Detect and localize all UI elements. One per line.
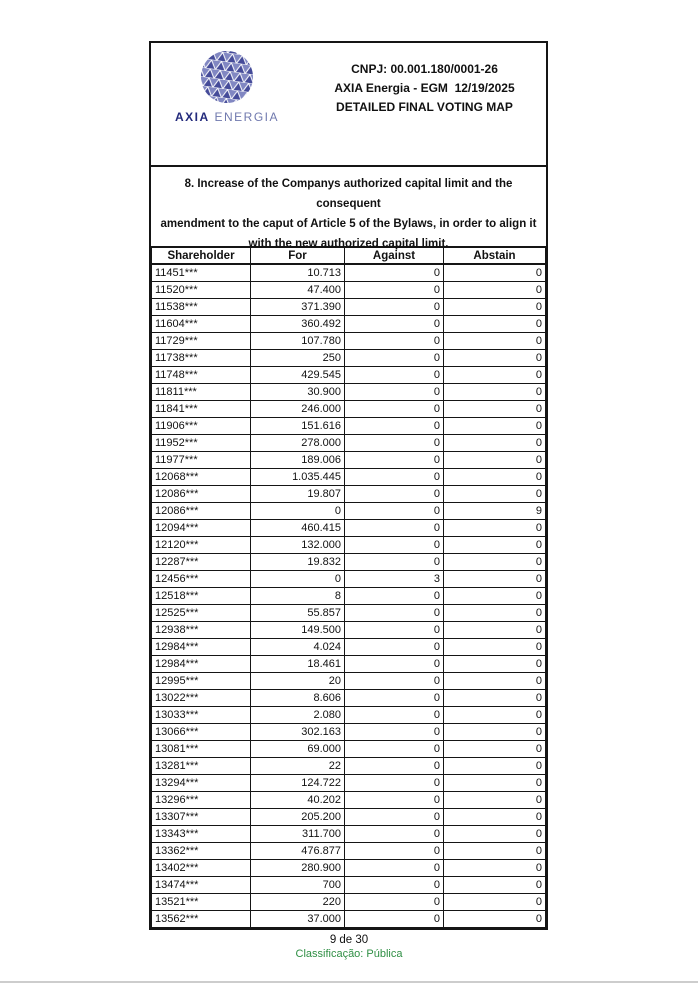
table-row	[152, 333, 546, 350]
document-header	[151, 43, 546, 167]
for-cell: 205.200	[251, 809, 345, 826]
against-cell: 0	[345, 911, 444, 928]
table-row	[152, 503, 546, 520]
for-cell: 8.606	[251, 690, 345, 707]
for-cell: 0	[251, 503, 345, 520]
shareholder-cell: 12995***	[152, 673, 251, 690]
against-cell: 0	[345, 877, 444, 894]
shareholder-cell: 11538***	[152, 299, 251, 316]
voting-table	[151, 246, 546, 928]
against-cell: 0	[345, 435, 444, 452]
for-cell: 460.415	[251, 520, 345, 537]
against-cell: 0	[345, 809, 444, 826]
bottom-divider	[0, 981, 698, 983]
against-cell: 0	[345, 264, 444, 282]
abstain-cell: 0	[444, 843, 546, 860]
table-row	[152, 809, 546, 826]
table-row	[152, 384, 546, 401]
classification-label: Classificação: Pública	[295, 948, 403, 960]
abstain-cell: 0	[444, 401, 546, 418]
shareholder-cell: 13081***	[152, 741, 251, 758]
table-row	[152, 350, 546, 367]
logo-brand-secondary: ENERGIA	[214, 110, 280, 124]
shareholder-cell: 12984***	[152, 639, 251, 656]
shareholder-cell: 13521***	[152, 894, 251, 911]
against-cell: 3	[345, 571, 444, 588]
abstain-cell: 0	[444, 656, 546, 673]
against-cell: 0	[345, 622, 444, 639]
abstain-cell: 0	[444, 333, 546, 350]
table-row	[152, 282, 546, 299]
against-cell: 0	[345, 384, 444, 401]
for-cell: 1.035.445	[251, 469, 345, 486]
abstain-cell: 0	[444, 350, 546, 367]
for-cell: 40.202	[251, 792, 345, 809]
abstain-cell: 0	[444, 435, 546, 452]
abstain-cell: 0	[444, 588, 546, 605]
title-line: AXIA Energia - EGM 12/19/2025	[334, 81, 515, 95]
against-cell: 0	[345, 520, 444, 537]
title-line: DETAILED FINAL VOTING MAP	[336, 100, 513, 114]
abstain-cell: 0	[444, 554, 546, 571]
abstain-cell: 0	[444, 486, 546, 503]
shareholder-cell: 11906***	[152, 418, 251, 435]
for-cell: 0	[251, 571, 345, 588]
shareholder-cell: 12938***	[152, 622, 251, 639]
table-row	[152, 418, 546, 435]
shareholder-cell: 13281***	[152, 758, 251, 775]
abstain-cell: 0	[444, 724, 546, 741]
logo-brand-primary: AXIA	[174, 110, 210, 124]
for-cell: 250	[251, 350, 345, 367]
column-header-abstain: Abstain	[444, 247, 546, 264]
shareholder-cell: 13033***	[152, 707, 251, 724]
table-row	[152, 911, 546, 928]
shareholder-cell: 13066***	[152, 724, 251, 741]
table-row	[152, 860, 546, 877]
table-row	[152, 826, 546, 843]
against-cell: 0	[345, 894, 444, 911]
abstain-cell: 0	[444, 367, 546, 384]
abstain-cell: 0	[444, 384, 546, 401]
against-cell: 0	[345, 503, 444, 520]
for-cell: 302.163	[251, 724, 345, 741]
for-cell: 37.000	[251, 911, 345, 928]
axia-sphere-logo-icon	[198, 49, 256, 107]
column-header-shareholder: Shareholder	[152, 247, 251, 264]
against-cell: 0	[345, 843, 444, 860]
column-header-for: For	[251, 247, 345, 264]
for-cell: 151.616	[251, 418, 345, 435]
shareholder-cell: 12525***	[152, 605, 251, 622]
table-row	[152, 486, 546, 503]
shareholder-cell: 13562***	[152, 911, 251, 928]
table-row	[152, 367, 546, 384]
against-cell: 0	[345, 792, 444, 809]
abstain-cell: 0	[444, 894, 546, 911]
shareholder-cell: 13022***	[152, 690, 251, 707]
for-cell: 429.545	[251, 367, 345, 384]
abstain-cell: 0	[444, 537, 546, 554]
against-cell: 0	[345, 367, 444, 384]
shareholder-cell: 13362***	[152, 843, 251, 860]
abstain-cell: 0	[444, 639, 546, 656]
table-row	[152, 843, 546, 860]
abstain-cell: 0	[444, 775, 546, 792]
table-row	[152, 639, 546, 656]
table-row	[152, 554, 546, 571]
shareholder-cell: 12068***	[152, 469, 251, 486]
page-footer	[0, 934, 698, 960]
agenda-line: 8. Increase of the Companys authorized capital limit and the consequent	[184, 178, 513, 210]
title-line: CNPJ: 00.001.180/0001-26	[351, 62, 498, 76]
against-cell: 0	[345, 775, 444, 792]
shareholder-cell: 13294***	[152, 775, 251, 792]
shareholder-cell: 11451***	[152, 264, 251, 282]
shareholder-cell: 12456***	[152, 571, 251, 588]
table-row	[152, 724, 546, 741]
against-cell: 0	[345, 826, 444, 843]
table-row	[152, 588, 546, 605]
abstain-cell: 0	[444, 673, 546, 690]
against-cell: 0	[345, 282, 444, 299]
against-cell: 0	[345, 707, 444, 724]
shareholder-cell: 12984***	[152, 656, 251, 673]
table-row	[152, 877, 546, 894]
abstain-cell: 0	[444, 571, 546, 588]
for-cell: 124.722	[251, 775, 345, 792]
table-row	[152, 452, 546, 469]
voting-map-document	[149, 41, 548, 930]
agenda-item-8	[151, 167, 546, 250]
against-cell: 0	[345, 656, 444, 673]
for-cell: 10.713	[251, 264, 345, 282]
abstain-cell: 0	[444, 418, 546, 435]
for-cell: 220	[251, 894, 345, 911]
against-cell: 0	[345, 690, 444, 707]
logo-wordmark	[175, 110, 279, 124]
page-number: 9 de 30	[329, 934, 369, 946]
table-row	[152, 605, 546, 622]
shareholder-cell: 12518***	[152, 588, 251, 605]
for-cell: 2.080	[251, 707, 345, 724]
abstain-cell: 0	[444, 911, 546, 928]
abstain-cell: 0	[444, 690, 546, 707]
shareholder-cell: 12086***	[152, 503, 251, 520]
table-row	[152, 673, 546, 690]
abstain-cell: 0	[444, 520, 546, 537]
for-cell: 18.461	[251, 656, 345, 673]
table-row	[152, 707, 546, 724]
shareholder-cell: 11811***	[152, 384, 251, 401]
shareholder-cell: 13307***	[152, 809, 251, 826]
abstain-cell: 0	[444, 809, 546, 826]
abstain-cell: 0	[444, 877, 546, 894]
for-cell: 30.900	[251, 384, 345, 401]
abstain-cell: 0	[444, 741, 546, 758]
for-cell: 371.390	[251, 299, 345, 316]
table-row	[152, 690, 546, 707]
abstain-cell: 0	[444, 282, 546, 299]
for-cell: 278.000	[251, 435, 345, 452]
table-row	[152, 622, 546, 639]
abstain-cell: 0	[444, 758, 546, 775]
shareholder-cell: 13474***	[152, 877, 251, 894]
for-cell: 700	[251, 877, 345, 894]
against-cell: 0	[345, 673, 444, 690]
for-cell: 280.900	[251, 860, 345, 877]
against-cell: 0	[345, 639, 444, 656]
abstain-cell: 0	[444, 826, 546, 843]
table-row	[152, 537, 546, 554]
for-cell: 149.500	[251, 622, 345, 639]
for-cell: 189.006	[251, 452, 345, 469]
table-row	[152, 741, 546, 758]
abstain-cell: 0	[444, 707, 546, 724]
against-cell: 0	[345, 469, 444, 486]
abstain-cell: 0	[444, 452, 546, 469]
table-row	[152, 758, 546, 775]
shareholder-cell: 12086***	[152, 486, 251, 503]
for-cell: 476.877	[251, 843, 345, 860]
shareholder-cell: 11729***	[152, 333, 251, 350]
table-row	[152, 775, 546, 792]
against-cell: 0	[345, 758, 444, 775]
against-cell: 0	[345, 860, 444, 877]
for-cell: 55.857	[251, 605, 345, 622]
against-cell: 0	[345, 333, 444, 350]
shareholder-cell: 12094***	[152, 520, 251, 537]
for-cell: 20	[251, 673, 345, 690]
abstain-cell: 0	[444, 622, 546, 639]
shareholder-cell: 13402***	[152, 860, 251, 877]
abstain-cell: 9	[444, 503, 546, 520]
agenda-line: with the new authorized capital limit.	[248, 238, 449, 250]
table-row	[152, 520, 546, 537]
for-cell: 19.807	[251, 486, 345, 503]
shareholder-cell: 12287***	[152, 554, 251, 571]
table-row	[152, 401, 546, 418]
against-cell: 0	[345, 724, 444, 741]
document-title-block	[303, 43, 546, 165]
for-cell: 19.832	[251, 554, 345, 571]
for-cell: 246.000	[251, 401, 345, 418]
abstain-cell: 0	[444, 264, 546, 282]
abstain-cell: 0	[444, 299, 546, 316]
shareholder-cell: 11738***	[152, 350, 251, 367]
shareholder-cell: 12120***	[152, 537, 251, 554]
shareholder-cell: 13296***	[152, 792, 251, 809]
table-row	[152, 316, 546, 333]
against-cell: 0	[345, 452, 444, 469]
abstain-cell: 0	[444, 605, 546, 622]
against-cell: 0	[345, 316, 444, 333]
table-row	[152, 299, 546, 316]
abstain-cell: 0	[444, 469, 546, 486]
abstain-cell: 0	[444, 316, 546, 333]
shareholder-cell: 13343***	[152, 826, 251, 843]
table-row	[152, 894, 546, 911]
table-row	[152, 656, 546, 673]
shareholder-cell: 11841***	[152, 401, 251, 418]
table-row	[152, 792, 546, 809]
for-cell: 360.492	[251, 316, 345, 333]
against-cell: 0	[345, 401, 444, 418]
for-cell: 4.024	[251, 639, 345, 656]
for-cell: 311.700	[251, 826, 345, 843]
table-row	[152, 469, 546, 486]
for-cell: 47.400	[251, 282, 345, 299]
against-cell: 0	[345, 486, 444, 503]
shareholder-cell: 11977***	[152, 452, 251, 469]
for-cell: 8	[251, 588, 345, 605]
against-cell: 0	[345, 588, 444, 605]
abstain-cell: 0	[444, 860, 546, 877]
abstain-cell: 0	[444, 792, 546, 809]
shareholder-cell: 11520***	[152, 282, 251, 299]
table-row	[152, 264, 546, 282]
for-cell: 69.000	[251, 741, 345, 758]
for-cell: 132.000	[251, 537, 345, 554]
against-cell: 0	[345, 741, 444, 758]
against-cell: 0	[345, 350, 444, 367]
column-header-against: Against	[345, 247, 444, 264]
shareholder-cell: 11748***	[152, 367, 251, 384]
agenda-line: amendment to the caput of Article 5 of the Bylaws, in order to align it	[160, 218, 537, 230]
against-cell: 0	[345, 537, 444, 554]
for-cell: 107.780	[251, 333, 345, 350]
against-cell: 0	[345, 418, 444, 435]
against-cell: 0	[345, 605, 444, 622]
shareholder-cell: 11952***	[152, 435, 251, 452]
against-cell: 0	[345, 299, 444, 316]
for-cell: 22	[251, 758, 345, 775]
company-logo	[151, 43, 303, 165]
table-row	[152, 571, 546, 588]
shareholder-cell: 11604***	[152, 316, 251, 333]
table-row	[152, 435, 546, 452]
against-cell: 0	[345, 554, 444, 571]
